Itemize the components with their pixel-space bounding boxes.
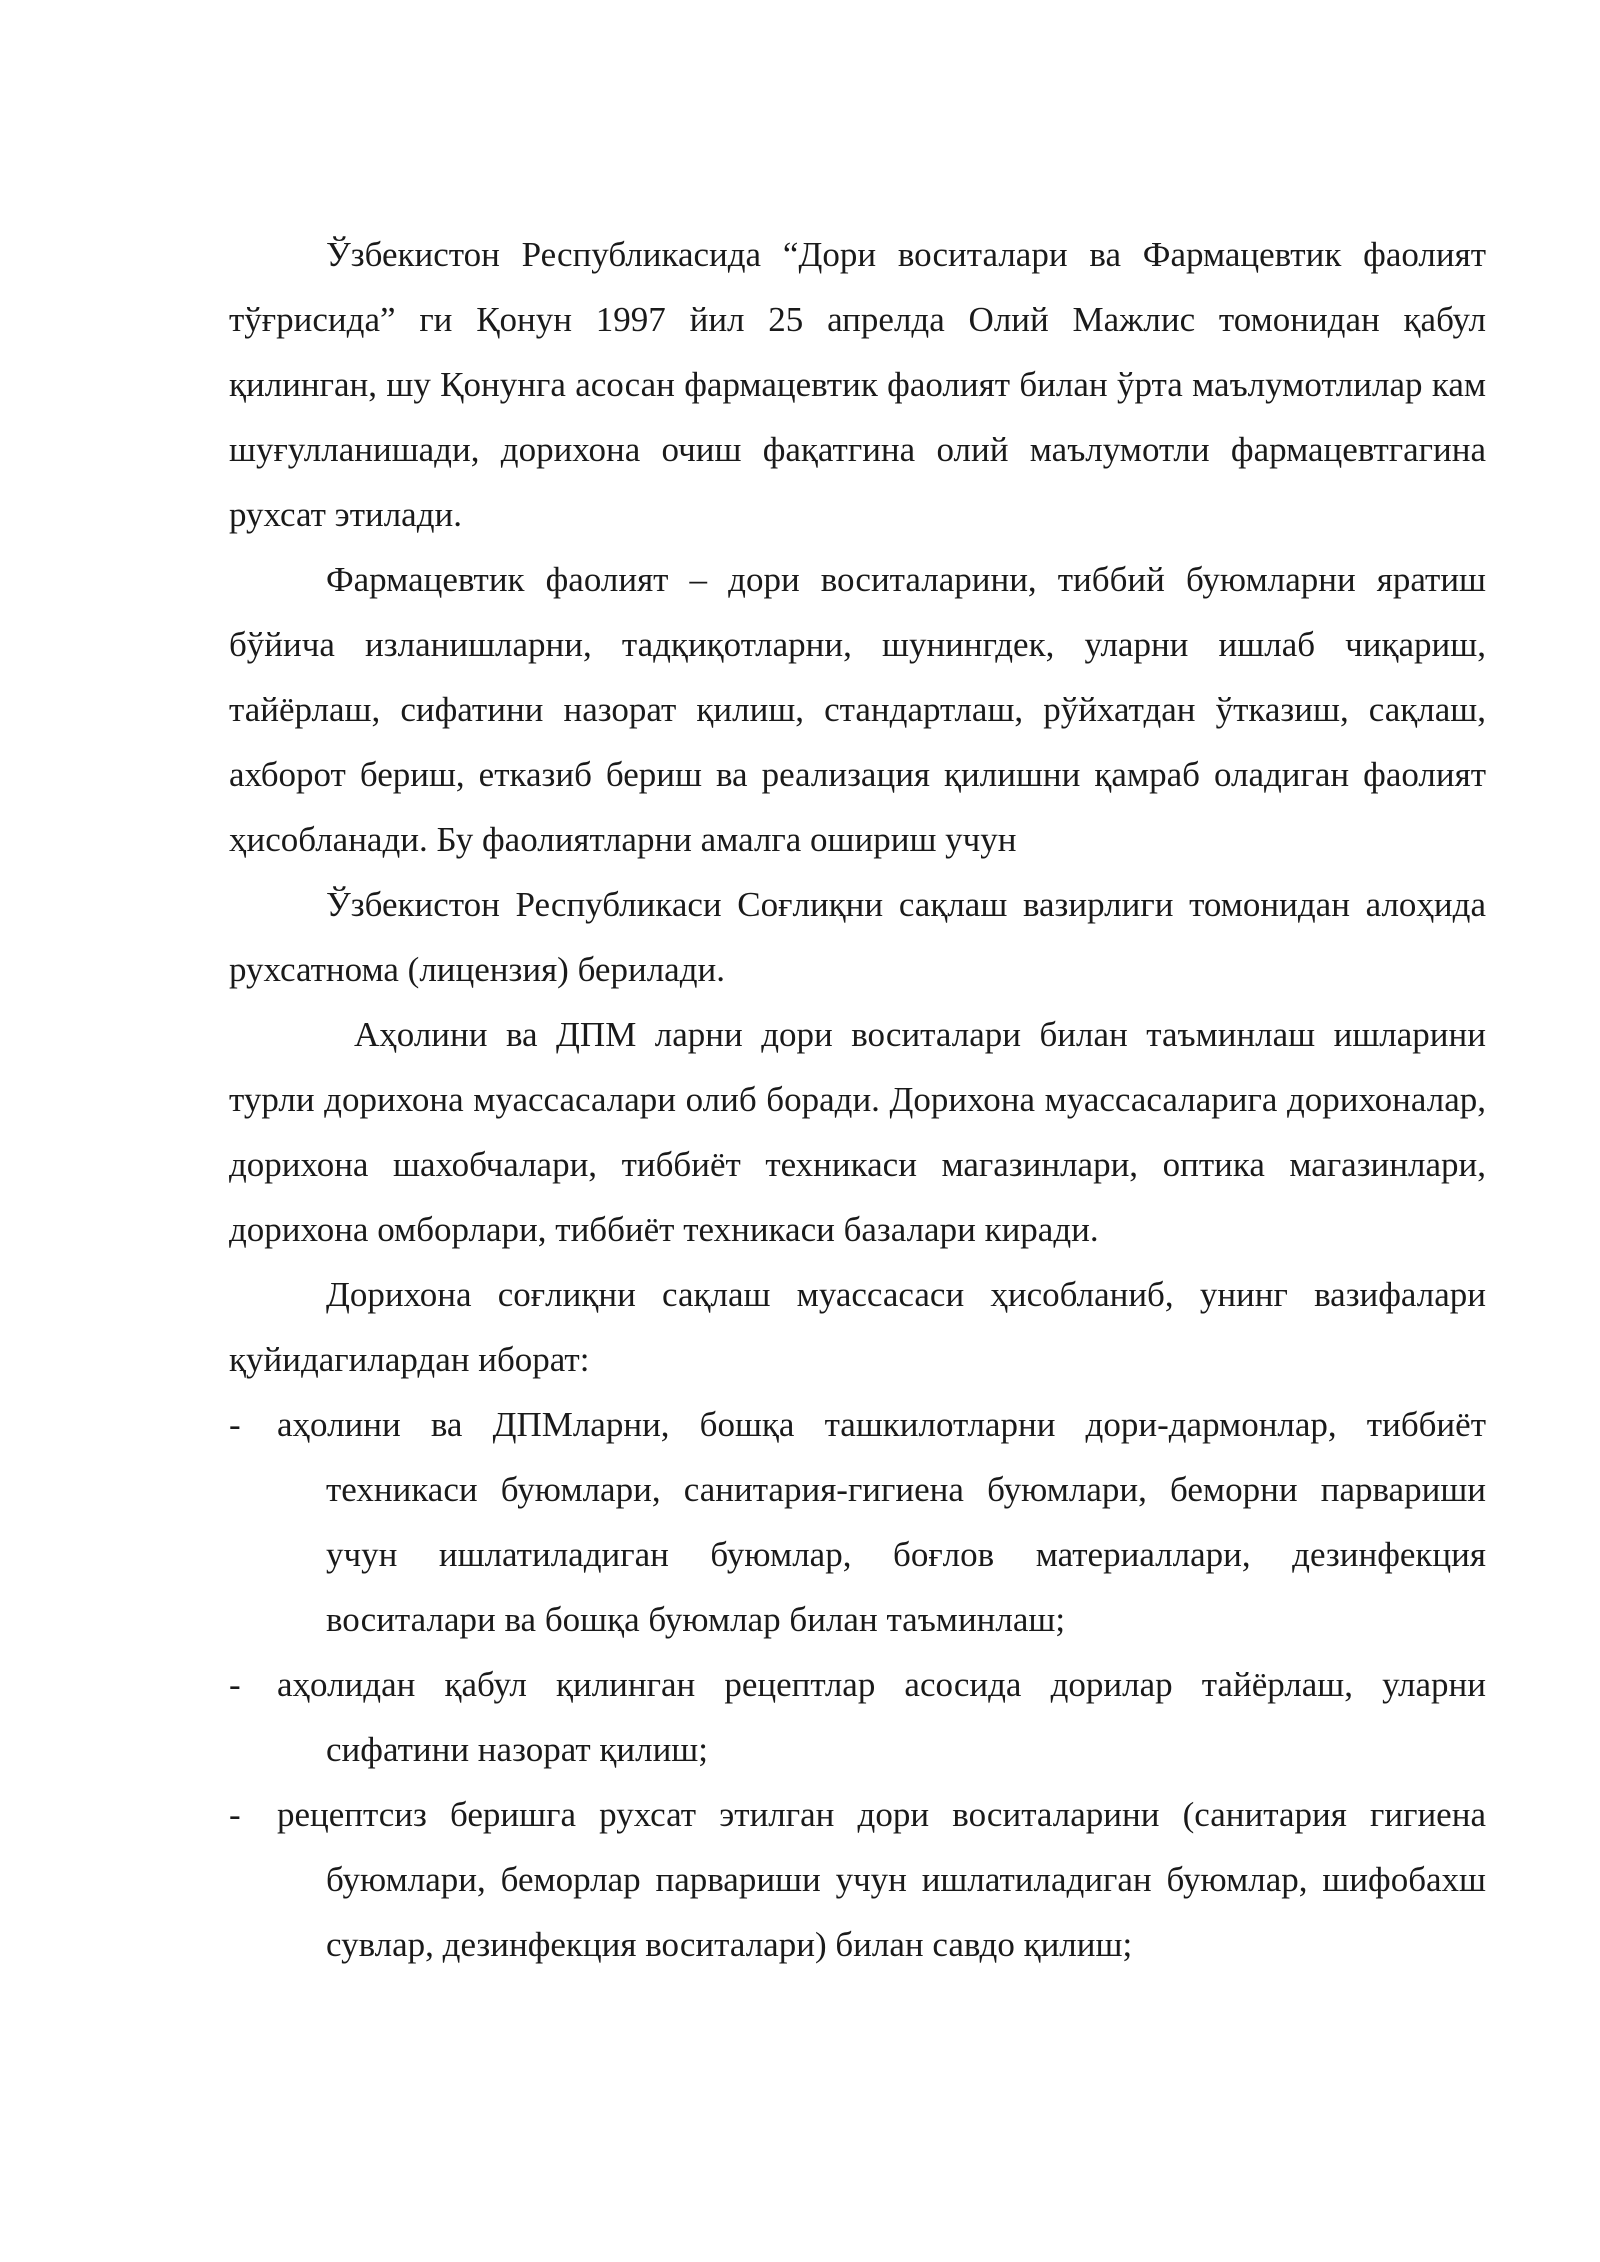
document-page (229, 222, 1486, 1977)
list-item (229, 1392, 1486, 1652)
paragraph-pharmacy-tasks: Дорихона соғлиқни сақлаш муассасаси ҳисобланиб, унинг вазифалари қуйидагилардан иборат: (229, 1275, 1486, 1379)
bullet-marker: - (229, 1405, 241, 1444)
list-item-text: рецептсиз беришга рухсат этилган дори воситаларини (санитария гигиена буюмлари, беморлар парвариши учун ишлатиладиган буюмлар, шифобахш сувлар, дезинфекция воситалари) билан савдо қилиш; (277, 1795, 1486, 1964)
paragraph-pharmaceutical-activity: Фармацевтик фаолият – дори воситаларини, тиббий буюмларни яратиш бўйича изланишларни, тадқиқотларни, шунингдек, уларни ишлаб чиқариш, тайёрлаш, сифатини назорат қилиш, стандартлаш, рўйхатдан ўтказиш, сақлаш, ахборот бериш, етказиб бериш ва реализация қилишни қамраб оладиган фаолият ҳисобланади. Бу фаолиятларни амалга ошириш учун (229, 560, 1486, 859)
bullet-marker: - (229, 1795, 241, 1834)
list-item (229, 1652, 1486, 1782)
paragraph-law: Ўзбекистон Республикасида “Дори воситалари ва Фармацевтик фаолият тўғрисида” ги Қонун 1997 йил 25 апрелда Олий Мажлис томонидан қабул қилинган, шу Қонунга асосан фармацевтик фаолият билан ўрта маълумотлилар кам шуғулланишади, дорихона очиш фақатгина олий маълумотли фармацевтгагина рухсат этилади. (229, 235, 1486, 534)
list-item-text: аҳолини ва ДПМларни, бошқа ташкилотларни дори-дармонлар, тиббиёт техникаси буюмлари, санитария-гигиена буюмлари, беморни парвариши учун ишлатиладиган буюмлар, боғлов материаллари, дезинфекция воситалари ва бошқа буюмлар билан таъминлаш; (277, 1405, 1486, 1639)
bullet-marker: - (229, 1665, 241, 1704)
list-item (229, 1782, 1486, 1977)
list-item-text: аҳолидан қабул қилинган рецептлар асосида дорилар тайёрлаш, уларни сифатини назорат қилиш; (277, 1665, 1486, 1769)
tasks-list (229, 1392, 1486, 1977)
paragraph-ministry-license: Ўзбекистон Республикаси Соғлиқни сақлаш вазирлиги томонидан алоҳида рухсатнома (лицензия) берилади. (229, 885, 1486, 989)
paragraph-pharmacy-institutions: Аҳолини ва ДПМ ларни дори воситалари билан таъминлаш ишларини турли дорихона муассасалари олиб боради. Дорихона муассасаларига дорихоналар, дорихона шахобчалари, тиббиёт техникаси магазинлари, оптика магазинлари, дорихона омборлари, тиббиёт техникаси базалари киради. (229, 1015, 1486, 1249)
